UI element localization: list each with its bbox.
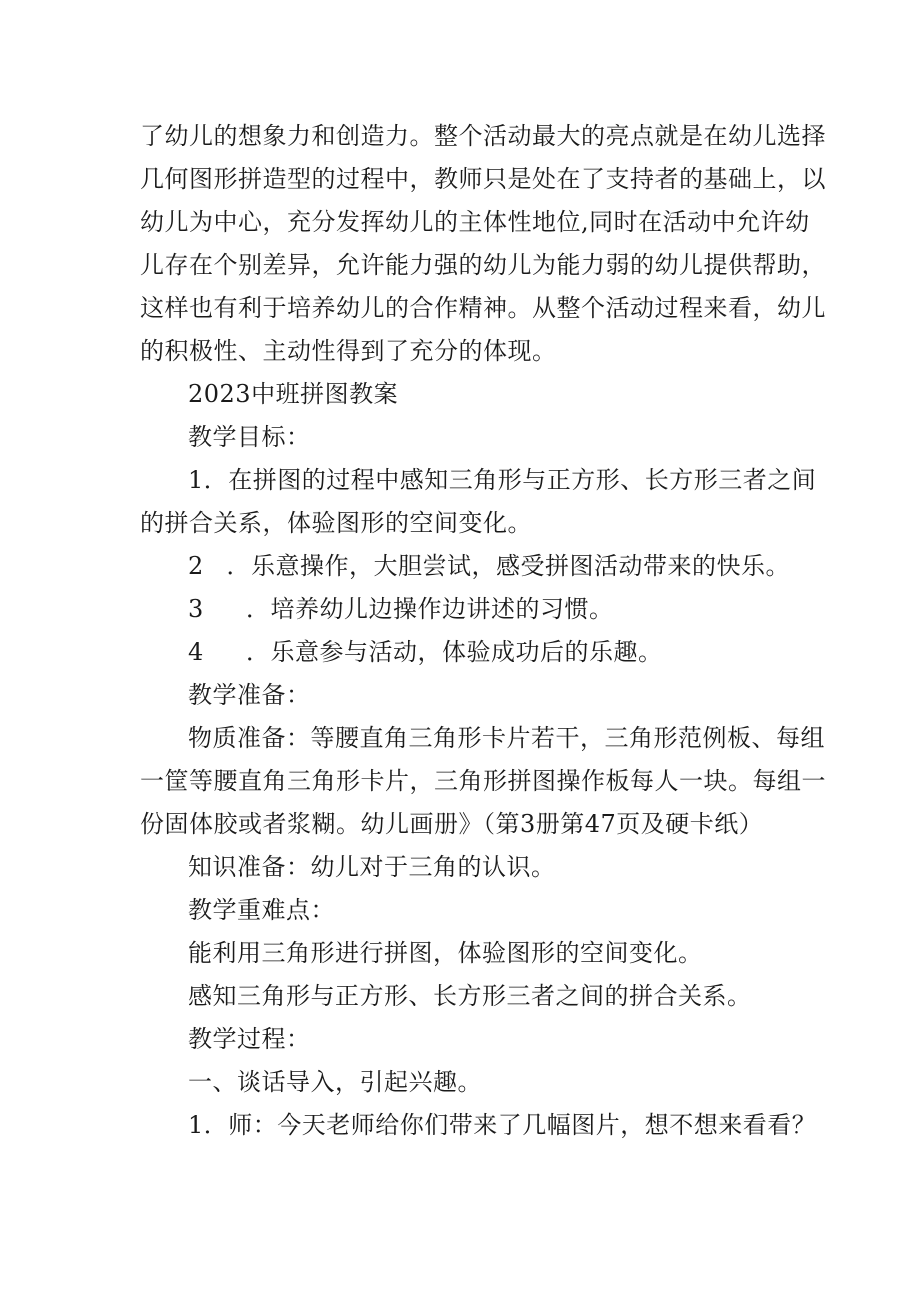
process-heading: 教学过程： [188,1025,311,1053]
lesson-title: 2023中班拼图教案 [188,380,399,408]
step-1-heading: 一、谈话导入，引起兴趣。 [188,1068,482,1096]
preparation-heading: 教学准备： [188,681,311,709]
key-points-heading: 教学重难点： [188,896,335,924]
objective-4-text: ．乐意参与活动，体验成功后的乐趣。 [246,638,663,666]
body-line-6: 的积极性、主动性得到了充分的体现。 [140,337,557,365]
objective-1-line-1: 1．在拼图的过程中感知三角形与正方形、长方形三者之间 [188,466,817,494]
document-body [140,115,826,1147]
body-line-3: 幼儿为中心，充分发挥幼儿的主体性地位,同时在活动中允许幼 [140,208,810,236]
knowledge-prep: 知识准备：幼儿对于三角的认识。 [188,853,556,881]
objective-4 [140,631,790,674]
objective-1-line-2: 的拼合关系，体验图形的空间变化。 [140,509,532,537]
body-line-5: 这样也有利于培养幼儿的合作精神。从整个活动过程来看，幼儿 [140,294,826,322]
material-prep-line-3: 份固体胶或者浆糊。幼儿画册》（第3册第47页及硬卡纸） [140,810,764,838]
objective-2-number: 2 [188,552,204,580]
body-line-4: 儿存在个别差异，允许能力强的幼儿为能力弱的幼儿提供帮助， [140,251,826,279]
objectives-heading: 教学目标： [188,423,311,451]
material-prep-line-2: 一筐等腰直角三角形卡片，三角形拼图操作板每人一块。每组一 [140,767,826,795]
material-prep-line-1: 物质准备：等腰直角三角形卡片若干，三角形范例板、每组 [188,724,825,752]
body-line-1: 了幼儿的想象力和创造力。整个活动最大的亮点就是在幼儿选择 [140,122,826,150]
key-point-1: 能利用三角形进行拼图，体验图形的空间变化。 [188,939,703,967]
step-1-item-1: 1．师：今天老师给你们带来了几幅图片，想不想来看看？ [188,1111,817,1139]
body-line-2: 几何图形拼造型的过程中，教师只是处在了支持者的基础上，以 [140,165,826,193]
key-point-2: 感知三角形与正方形、长方形三者之间的拼合关系。 [188,982,752,1010]
objective-2 [140,545,790,588]
objective-3-text: ．培养幼儿边操作边讲述的习惯。 [246,595,614,623]
objective-4-number: 4 [188,638,204,666]
objective-3-number: 3 [188,595,204,623]
objective-3 [140,588,790,631]
objective-2-text: ．乐意操作，大胆尝试，感受拼图活动带来的快乐。 [226,552,790,580]
